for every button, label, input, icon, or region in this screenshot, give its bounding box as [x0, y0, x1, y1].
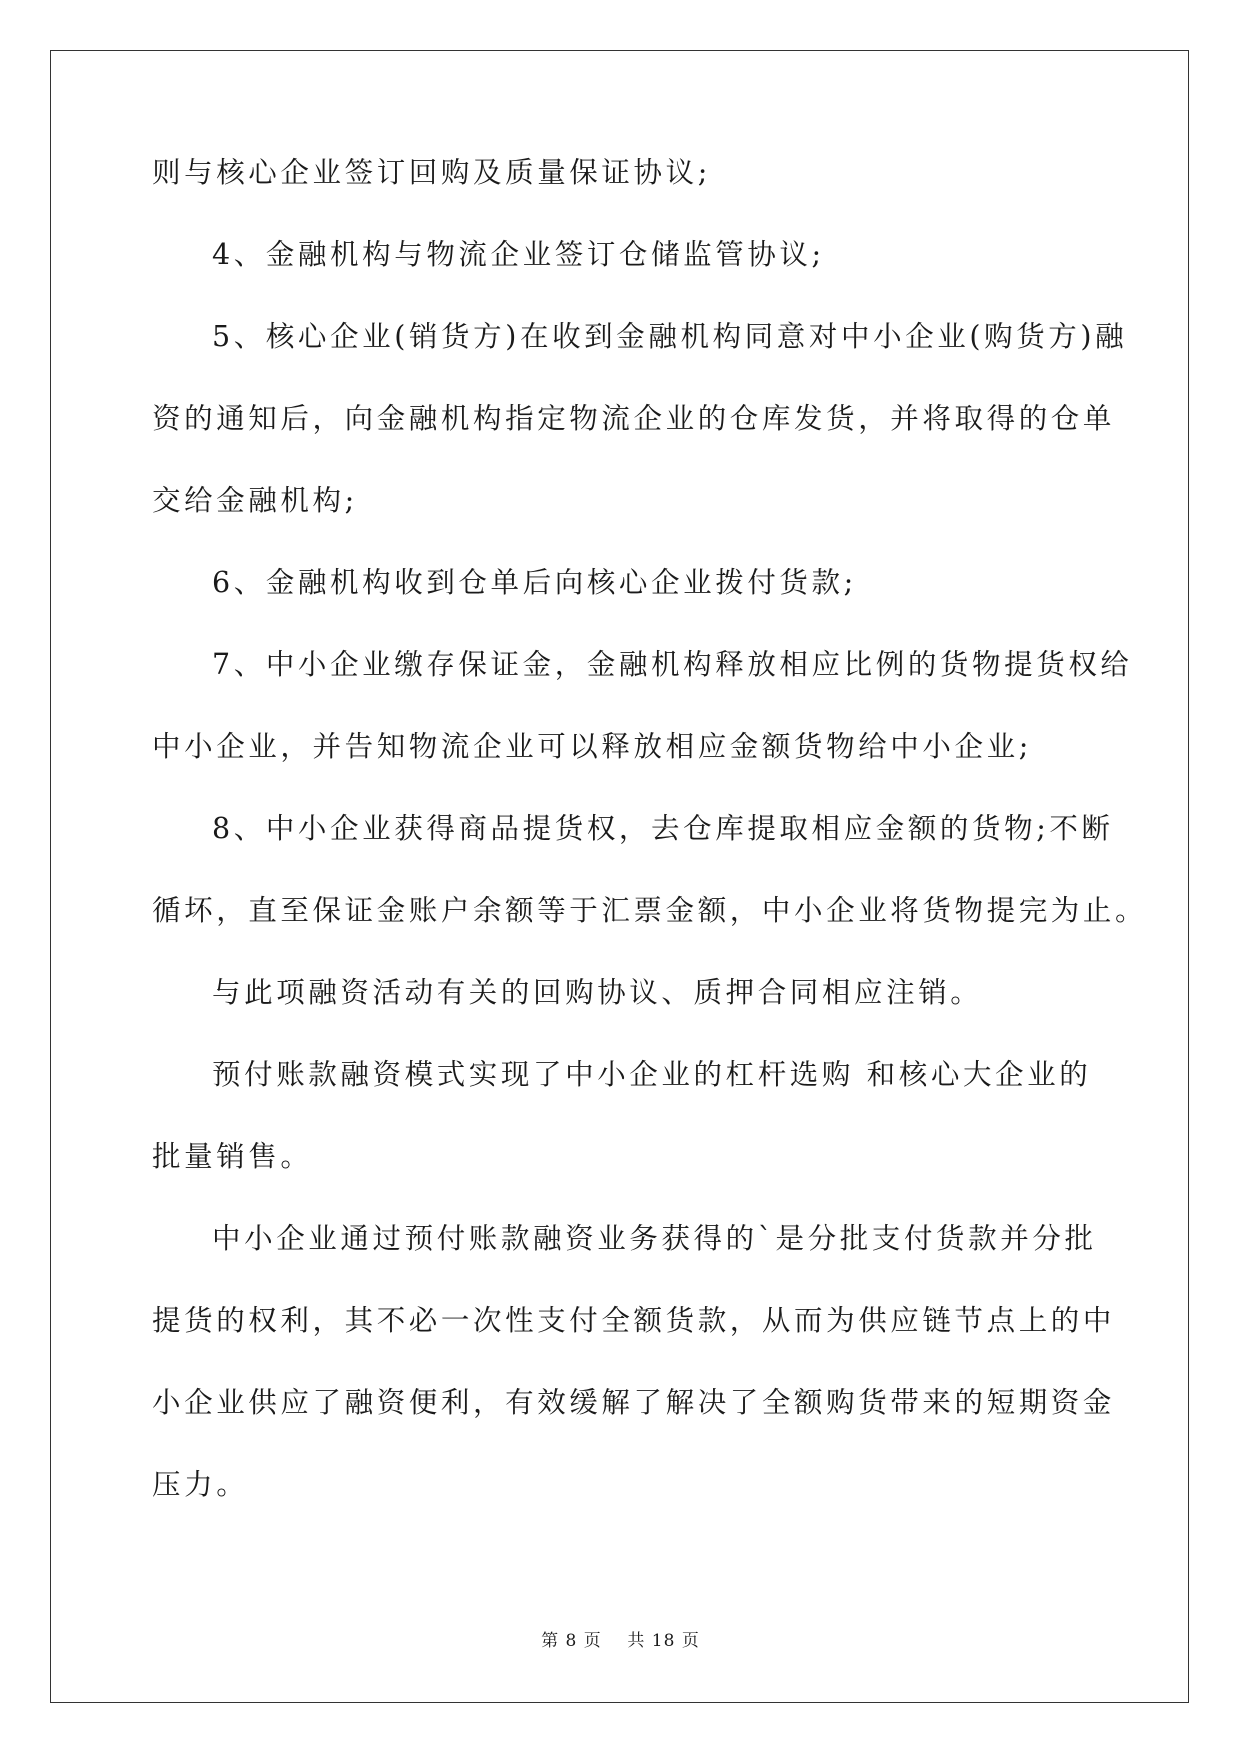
text-line: 7、中小企业缴存保证金，金融机构释放相应比例的货物提货权给 — [212, 648, 1133, 681]
text-line: 6、金融机构收到仓单后向核心企业拨付货款; — [212, 566, 857, 599]
text-line: 8、中小企业获得商品提货权，去仓库提取相应金额的货物;不断 — [212, 812, 1114, 845]
text-line: 5、核心企业(销货方)在收到金融机构同意对中小企业(购货方)融 — [212, 320, 1128, 353]
text-line: 资的通知后，向金融机构指定物流企业的仓库发货，并将取得的仓单 — [152, 402, 1116, 435]
text-line: 中小企业，并告知物流企业可以释放相应金额货物给中小企业; — [152, 730, 1032, 763]
text-line: 与此项融资活动有关的回购协议、质押合同相应注销。 — [212, 976, 983, 1009]
text-line: 批量销售。 — [152, 1140, 313, 1173]
page-number-footer: 第 8 页 共 18 页 — [541, 1631, 700, 1651]
text-line: 小企业供应了融资便利，有效缓解了解决了全额购货带来的短期资金 — [152, 1386, 1116, 1419]
text-line: 则与核心企业签订回购及质量保证协议; — [152, 156, 711, 189]
text-line: 交给金融机构; — [152, 484, 358, 517]
document-body — [152, 156, 1148, 1552]
text-line: 4、金融机构与物流企业签订仓储监管协议; — [212, 238, 825, 271]
text-line: 提货的权利，其不必一次性支付全额货款，从而为供应链节点上的中 — [152, 1304, 1116, 1337]
text-line: 循坏，直至保证金账户余额等于汇票金额，中小企业将货物提完为止。 — [152, 894, 1148, 927]
text-line: 预付账款融资模式实现了中小企业的杠杆选购 和核心大企业的 — [212, 1058, 1092, 1091]
text-line: 中小企业通过预付账款融资业务获得的`是分批支付货款并分批 — [212, 1222, 1097, 1255]
text-line: 压力。 — [152, 1468, 249, 1501]
